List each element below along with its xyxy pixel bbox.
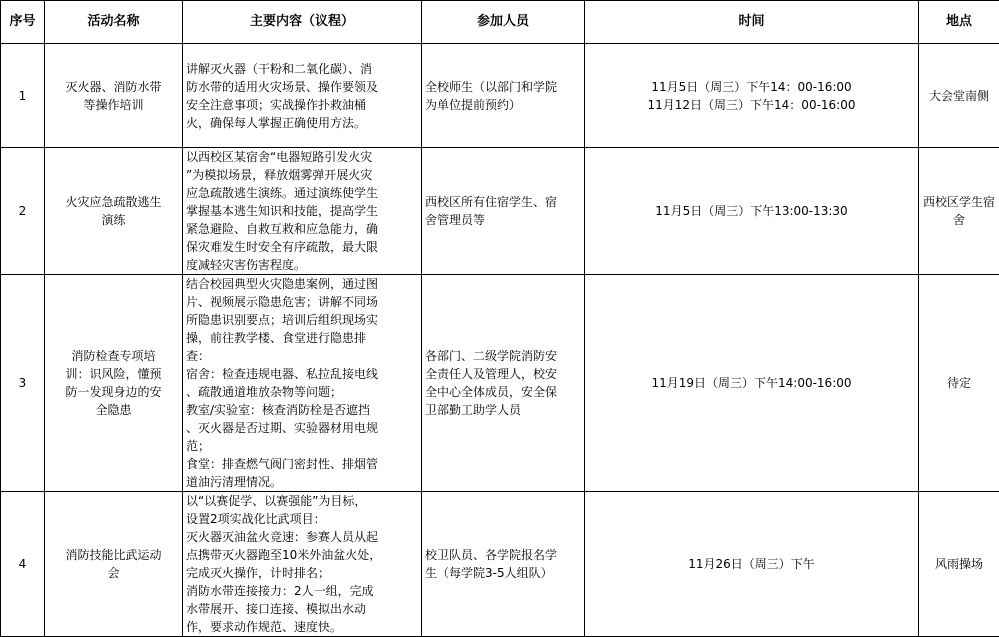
cell-time-line: 11月5日（周三）下午14：00-16:00 xyxy=(585,78,918,96)
cell-seq: 3 xyxy=(1,275,45,492)
cell-main-content-line: 所隐患识别要点；培训后组织现场实 xyxy=(186,311,419,329)
cell-time-line: 11月19日（周三）下午14:00-16:00 xyxy=(585,374,918,392)
cell-main-content-line: 结合校园典型火灾隐患案例，通过图 xyxy=(186,275,419,293)
cell-time xyxy=(585,148,919,275)
cell-seq: 2 xyxy=(1,148,45,275)
cell-activity-name-line: 防一发现身边的安 xyxy=(45,383,182,401)
cell-time xyxy=(585,492,919,637)
cell-main-content-line: 教室/实验室：核查消防栓是否遮挡 xyxy=(186,401,419,419)
cell-participants-line: 西校区所有住宿学生、宿 xyxy=(425,193,582,211)
cell-participants-line: 生（每学院3-5人组队） xyxy=(425,564,582,582)
cell-activity-name-line: 火灾应急疏散逃生 xyxy=(45,193,182,211)
header-seq: 序号 xyxy=(1,1,45,44)
cell-main-content-line: 设置2项实战化比武项目： xyxy=(186,510,419,528)
cell-time xyxy=(585,275,919,492)
header-location: 地点 xyxy=(919,1,999,44)
cell-main-content xyxy=(183,492,422,637)
cell-location: 风雨操场 xyxy=(919,492,999,637)
cell-activity-name xyxy=(45,275,183,492)
cell-participants-line: 舍管理员等 xyxy=(425,211,582,229)
cell-activity-name-line: 消防检查专项培 xyxy=(45,347,182,365)
cell-location: 西校区学生宿舍 xyxy=(919,148,999,275)
cell-main-content-line: 食堂：排查燃气阀门密封性、排烟管 xyxy=(186,455,419,473)
cell-activity-name-line: 全隐患 xyxy=(45,401,182,419)
cell-main-content-line: 、灭火器是否过期、实验器材用电规 xyxy=(186,419,419,437)
cell-main-content-line: 点携带灭火器跑至10米外油盆火处， xyxy=(186,546,419,564)
cell-activity-name-line: 会 xyxy=(45,564,182,582)
cell-main-content-line: 以西校区某宿舍“电器短路引发火灾 xyxy=(186,148,419,166)
cell-main-content-line: 灭火器灭油盆火竞速：参赛人员从起 xyxy=(186,528,419,546)
cell-time-line: 11月5日（周三）下午13:00-13:30 xyxy=(585,202,918,220)
cell-main-content xyxy=(183,44,422,148)
cell-activity-name xyxy=(45,44,183,148)
cell-main-content-line: 消防水带连接接力：2人一组，完成 xyxy=(186,582,419,600)
cell-location: 待定 xyxy=(919,275,999,492)
table-row xyxy=(1,492,999,637)
cell-main-content-line: 应急疏散逃生演练。通过演练使学生 xyxy=(186,184,419,202)
cell-location: 大会堂南侧 xyxy=(919,44,999,148)
cell-main-content-line: 操，前往教学楼、食堂进行隐患排 xyxy=(186,329,419,347)
table-row xyxy=(1,148,999,275)
cell-participants-line: 卫部勤工助学人员 xyxy=(425,401,582,419)
cell-activity-name xyxy=(45,492,183,637)
cell-main-content-line: 以“以赛促学、以赛强能”为目标， xyxy=(186,492,419,510)
cell-main-content-line: 火，确保每人掌握正确使用方法。 xyxy=(186,114,419,132)
cell-main-content-line: 紧急避险、自救互救和应急能力，确 xyxy=(186,220,419,238)
cell-main-content xyxy=(183,275,422,492)
cell-activity-name xyxy=(45,148,183,275)
cell-main-content-line: 、疏散通道堆放杂物等问题； xyxy=(186,383,419,401)
cell-activity-name-line: 消防技能比武运动 xyxy=(45,546,182,564)
cell-participants-line: 为单位提前预约） xyxy=(425,96,582,114)
cell-participants xyxy=(422,44,585,148)
cell-activity-name-line: 灭火器、消防水带 xyxy=(45,78,182,96)
cell-participants-line: 全责任人及管理人，校安 xyxy=(425,365,582,383)
cell-participants-line: 校卫队员、各学院报名学 xyxy=(425,546,582,564)
cell-participants-line: 全校师生（以部门和学院 xyxy=(425,78,582,96)
cell-main-content-line: 片、视频展示隐患危害；讲解不同场 xyxy=(186,293,419,311)
cell-main-content-line: 掌握基本逃生知识和技能，提高学生 xyxy=(186,202,419,220)
cell-seq: 4 xyxy=(1,492,45,637)
header-time: 时间 xyxy=(585,1,919,44)
cell-main-content-line: 保灾难发生时安全有序疏散，最大限 xyxy=(186,238,419,256)
header-main-content: 主要内容（议程） xyxy=(183,1,422,44)
cell-main-content-line: ”为模拟场景，释放烟雾弹开展火灾 xyxy=(186,166,419,184)
cell-main-content-line: 度减轻灾害伤害程度。 xyxy=(186,256,419,274)
cell-main-content-line: 宿舍：检查违规电器、私拉乱接电线 xyxy=(186,365,419,383)
cell-main-content-line: 作，要求动作规范、速度快。 xyxy=(186,618,419,636)
table-row xyxy=(1,44,999,148)
cell-main-content-line: 范； xyxy=(186,437,419,455)
cell-main-content-line: 完成灭火操作，计时排名； xyxy=(186,564,419,582)
cell-main-content xyxy=(183,148,422,275)
cell-time xyxy=(585,44,919,148)
header-participants: 参加人员 xyxy=(422,1,585,44)
cell-main-content-line: 道油污清理情况。 xyxy=(186,473,419,491)
cell-participants xyxy=(422,148,585,275)
header-row xyxy=(1,1,999,44)
cell-activity-name-line: 训：识风险，懂预 xyxy=(45,365,182,383)
cell-seq: 1 xyxy=(1,44,45,148)
cell-main-content-line: 防水带的适用火灾场景、操作要领及 xyxy=(186,78,419,96)
cell-participants xyxy=(422,275,585,492)
cell-participants-line: 各部门、二级学院消防安 xyxy=(425,347,582,365)
header-activity-name: 活动名称 xyxy=(45,1,183,44)
cell-activity-name-line: 演练 xyxy=(45,211,182,229)
table-row xyxy=(1,275,999,492)
cell-participants xyxy=(422,492,585,637)
cell-main-content-line: 查： xyxy=(186,347,419,365)
cell-main-content-line: 讲解灭火器（干粉和二氧化碳）、消 xyxy=(186,60,419,78)
cell-main-content-line: 安全注意事项；实战操作扑救油桶 xyxy=(186,96,419,114)
cell-participants-line: 全中心全体成员，安全保 xyxy=(425,383,582,401)
cell-time-line: 11月12日（周三）下午14：00-16:00 xyxy=(585,96,918,114)
cell-time-line: 11月26日（周三）下午 xyxy=(585,555,918,573)
cell-main-content-line: 水带展开、接口连接、模拟出水动 xyxy=(186,600,419,618)
cell-activity-name-line: 等操作培训 xyxy=(45,96,182,114)
